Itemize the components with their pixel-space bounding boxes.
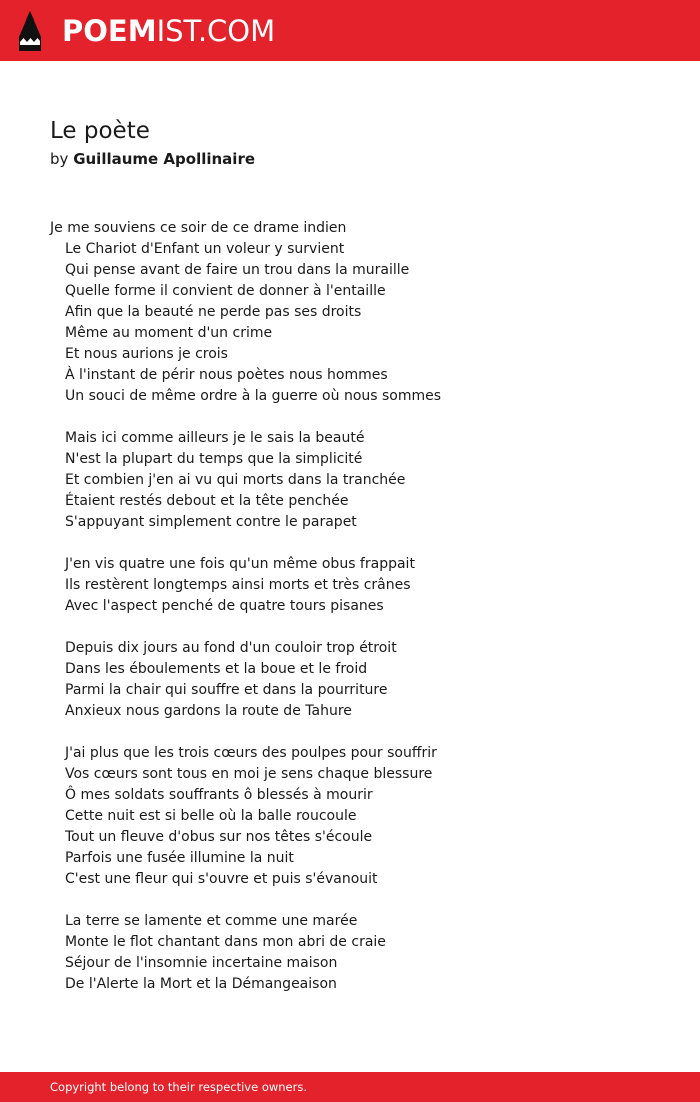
poem-line: Anxieux nous gardons la route de Tahure: [65, 703, 352, 719]
site-logo[interactable]: [18, 10, 275, 52]
poem-body: [50, 218, 650, 1016]
poem-line: Un souci de même ordre à la guerre où nous sommes: [65, 388, 442, 404]
poem-line: S'appuyant simplement contre le parapet: [65, 514, 357, 530]
pencil-tip-icon: [18, 10, 42, 52]
poem-line: Ils restèrent longtemps ainsi morts et très crânes: [65, 577, 411, 593]
poem-byline: [50, 148, 255, 170]
poem-stanza: [50, 218, 650, 407]
poem-line: Étaient restés debout et la tête penchée: [65, 493, 349, 509]
poem-author: Guillaume Apollinaire: [73, 150, 256, 168]
poem-line: Afin que la beauté ne perde pas ses droits: [65, 304, 362, 320]
poem-line: Vos cœurs sont tous en moi je sens chaque blessure: [65, 766, 433, 782]
poem-stanza: [50, 743, 650, 890]
poem-line: Et nous aurions je crois: [65, 346, 228, 362]
poem-line: Monte le flot chantant dans mon abri de craie: [65, 934, 386, 950]
poem-line: Je me souviens ce soir de ce drame indien: [50, 220, 347, 236]
poem-line: Et combien j'en ai vu qui morts dans la tranchée: [65, 472, 406, 488]
poem-stanza: [50, 638, 650, 722]
site-footer: [0, 1072, 700, 1102]
poem-stanza: [50, 911, 650, 995]
site-header: [0, 0, 700, 61]
copyright-notice: Copyright belong to their respective owners.: [50, 1080, 308, 1094]
poem-line: Parfois une fusée illumine la nuit: [65, 850, 294, 866]
poem-stanza: [50, 554, 650, 617]
poem-line: Séjour de l'insomnie incertaine maison: [65, 955, 338, 971]
logo-wordmark: [62, 10, 275, 52]
poem-line: À l'instant de périr nous poètes nous hommes: [65, 367, 388, 383]
byline-label: by: [50, 150, 69, 168]
poem-line: Depuis dix jours au fond d'un couloir trop étroit: [65, 640, 397, 656]
poem-line: La terre se lamente et comme une marée: [65, 913, 358, 929]
poem-stanza: [50, 428, 650, 533]
poem-line: De l'Alerte la Mort et la Démangeaison: [65, 976, 337, 992]
poem-line: Parmi la chair qui souffre et dans la pourriture: [65, 682, 388, 698]
poem-line: Tout un fleuve d'obus sur nos têtes s'écoule: [65, 829, 373, 845]
poem-line: Cette nuit est si belle où la balle roucoule: [65, 808, 357, 824]
poem-line: J'en vis quatre une fois qu'un même obus frappait: [65, 556, 415, 572]
poem-line: J'ai plus que les trois cœurs des poulpes pour souffrir: [65, 745, 437, 761]
logo-wordmark-bold: POEM: [62, 14, 157, 48]
poem-line: Dans les éboulements et la boue et le froid: [65, 661, 368, 677]
poem-line: C'est une fleur qui s'ouvre et puis s'évanouit: [65, 871, 378, 887]
poem-line: Même au moment d'un crime: [65, 325, 273, 341]
poem-line: N'est la plupart du temps que la simplicité: [65, 451, 363, 467]
poem-line: Avec l'aspect penché de quatre tours pisanes: [65, 598, 384, 614]
poem-line: Le Chariot d'Enfant un voleur y survient: [65, 241, 345, 257]
poem-line: Quelle forme il convient de donner à l'entaille: [65, 283, 386, 299]
poem-line: Qui pense avant de faire un trou dans la muraille: [65, 262, 410, 278]
logo-wordmark-light: IST.COM: [156, 14, 276, 48]
poem-line: Mais ici comme ailleurs je le sais la beauté: [65, 430, 365, 446]
poem-title: Le poète: [50, 118, 150, 144]
poem-line: Ô mes soldats souffrants ô blessés à mourir: [65, 787, 373, 803]
